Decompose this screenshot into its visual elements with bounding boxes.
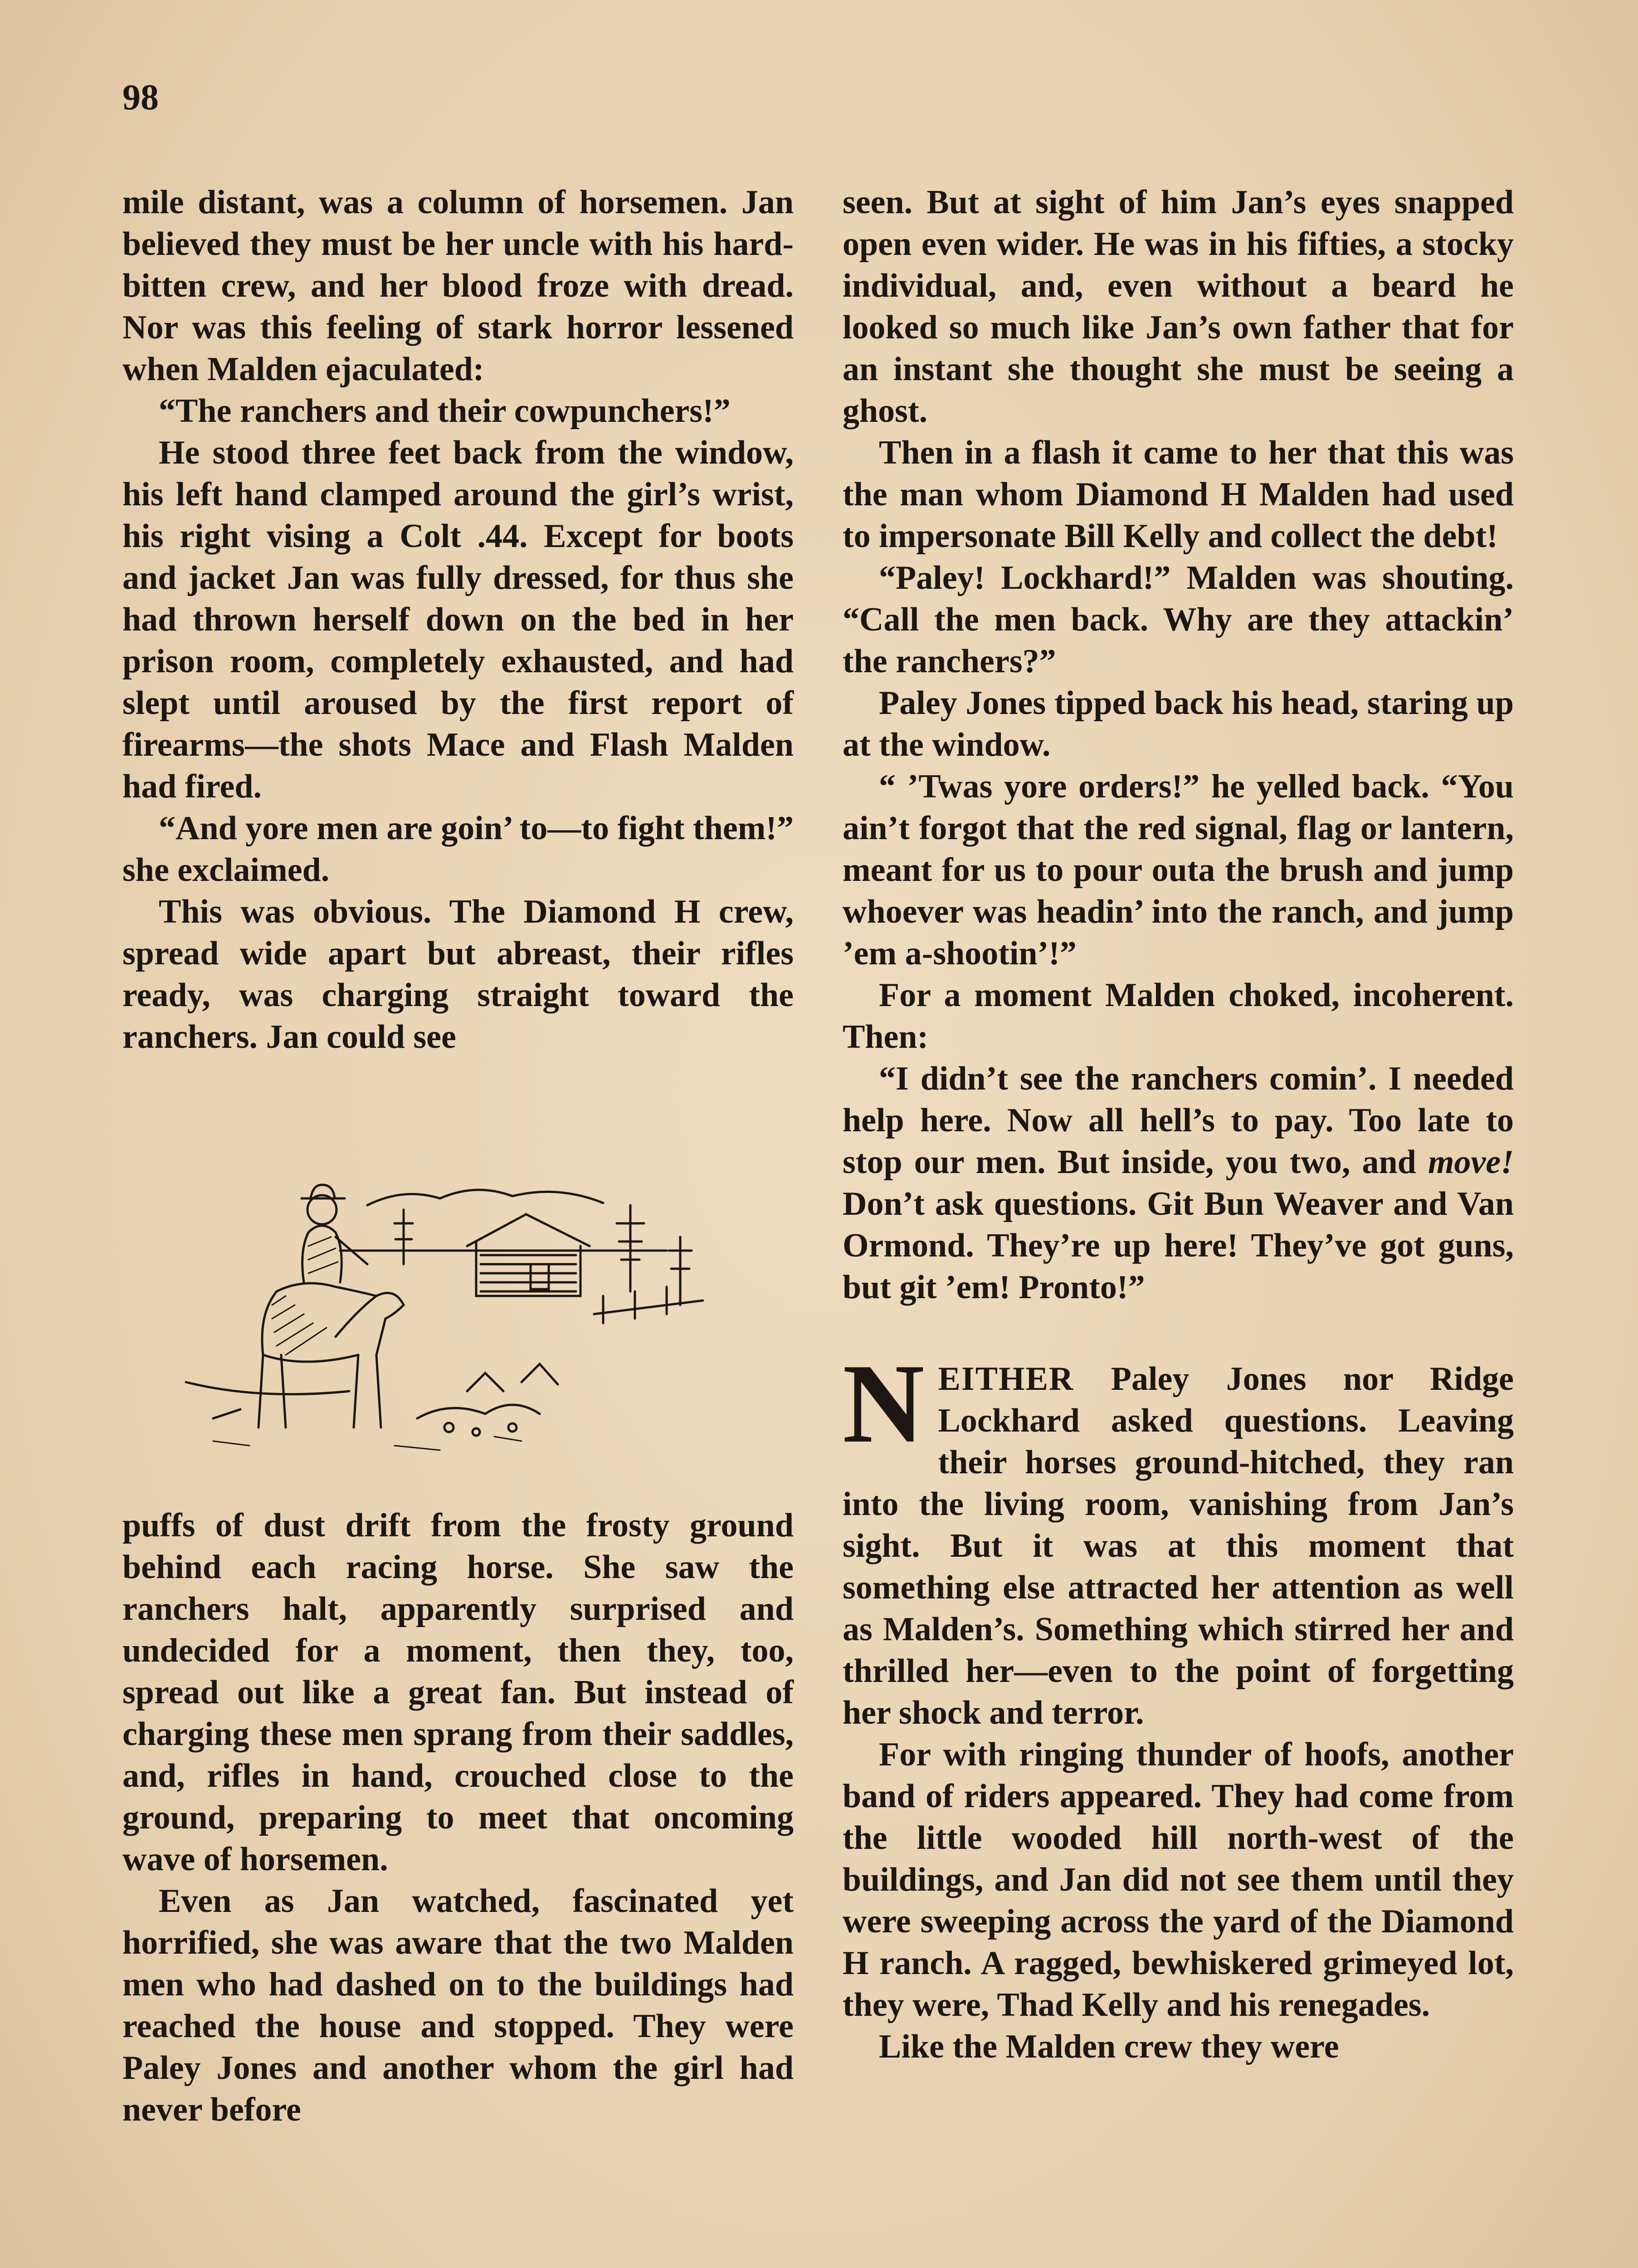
- horseman-illustration-icon: [122, 1101, 794, 1464]
- paragraph: Then in a flash it came to her that this was the man whom Diamond H Malden had used to impersonate Bill Kelly and collect the debt!: [843, 434, 1514, 555]
- quote-text: Don’t ask questions. Git Bun Weaver and Van Ormond. They’re up here! They’ve got guns, but git ’em! Pronto!”: [843, 1185, 1514, 1306]
- section-text: Paley Jones nor Ridge Lockhard asked questions. Leaving their horses ground-hitched, they ran into the living room, vanishing from Jan’s sight. But it was at this moment that something else attracted her attention as well as Malden’s. Something which stirred her and thrilled her—even to the point of forgetting her shock and terror.: [843, 1360, 1514, 1731]
- paragraph: This was obvious. The Diamond H crew, spread wide apart but abreast, their rifles ready, was charging straight toward the ranchers. Jan could see: [122, 893, 794, 1056]
- quote-paragraph: [843, 1058, 1514, 1308]
- emphasis-text: move!: [1428, 1144, 1514, 1181]
- paragraph: mile distant, was a column of horsemen. Jan believed they must be her uncle with his hard-bitten crew, and her blood froze with dread. Nor was this feeling of stark horror lessened when Malden ejaculated:: [122, 184, 794, 388]
- page-number: 98: [122, 78, 159, 117]
- paragraph: “The ranchers and their cowpunchers!”: [159, 392, 731, 430]
- paragraph: Even as Jan watched, fascinated yet horrified, she was aware that the two Malden men who had dashed on to the buildings had reached the house and stopped. They were Paley Jones and another whom the girl had never before: [122, 1882, 794, 2128]
- illustration-horseman-ranch: [122, 1101, 794, 1464]
- paragraph: For with ringing thunder of hoofs, another band of riders appeared. They had come from the little wooded hill north-west of the buildings, and Jan did not see them until they were sweeping across the yard of the Diamond H ranch. A ragged, bewhiskered grimeyed lot, they were, Thad Kelly and his renegades.: [843, 1736, 1514, 2024]
- section-start-paragraph: [843, 1341, 1514, 1734]
- paragraph: puffs of dust drift from the frosty ground behind each racing horse. She saw the ranchers halt, apparently surprised and undecided for a moment, then they, too, spread out like a great fan. But instead of charging these men sprang from their saddles, and, rifles in hand, crouched close to the ground, preparing to meet that oncoming wave of horsemen.: [122, 1507, 794, 1878]
- paragraph: seen. But at sight of him Jan’s eyes snapped open even wider. He was in his fifties, a stocky individual, and, even without a beard he looked so much like Jan’s own father that for an instant she thought she must be seeing a ghost.: [843, 184, 1514, 430]
- paragraph: “Paley! Lockhard!” Malden was shouting. “Call the men back. Why are they attackin’ the ranchers?”: [843, 559, 1514, 680]
- paragraph: Like the Malden crew they were: [879, 2028, 1339, 2065]
- quote-text: “I didn’t see the ranchers comin’. I needed help here. Now all hell’s to pay. Too late to stop our men. But inside, you two, and: [843, 1060, 1514, 1181]
- drop-cap: N: [843, 1341, 925, 1466]
- section-lead: EITHER: [938, 1360, 1074, 1398]
- paragraph: He stood three feet back from the window, his left hand clamped around the girl’s wrist, his right vising a Colt .44. Except for boots and jacket Jan was fully dressed, for thus she had thrown herself down on the bed in her prison room, completely exhausted, and had slept until aroused by the first report of firearms—the shots Mace and Flash Malden had fired.: [122, 434, 794, 805]
- paragraph: Paley Jones tipped back his head, staring up at the window.: [843, 684, 1514, 763]
- paragraph: “And yore men are goin’ to—to fight them!” she exclaimed.: [122, 810, 794, 889]
- left-column: [122, 181, 794, 2131]
- paragraph: “ ’Twas yore orders!” he yelled back. “You ain’t forgot that the red signal, flag or lantern, meant for us to pour outa the brush and jump whoever was headin’ into the ranch, and jump ’em a-shootin’!”: [843, 768, 1514, 972]
- paragraph: For a moment Malden choked, incoherent. Then:: [843, 977, 1514, 1056]
- right-column: [843, 181, 1514, 2068]
